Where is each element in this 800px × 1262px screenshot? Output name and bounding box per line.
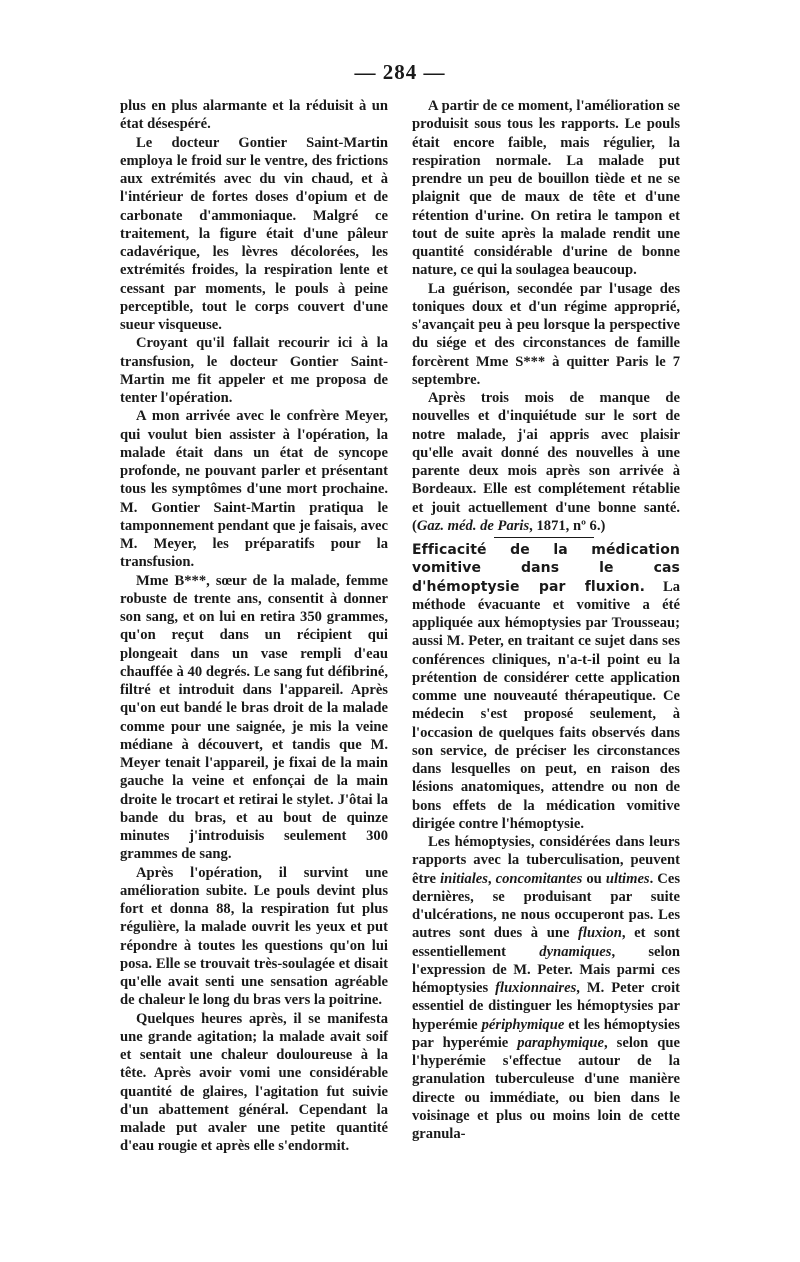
paragraph: Croyant qu'il fallait recourir ici à la transfusion, le docteur Gontier Saint-Martin me fit appeler et me proposa de tenter l'opération. <box>120 335 388 406</box>
paragraph <box>412 833 680 1143</box>
italic-term: fluxion <box>578 925 622 942</box>
section-paragraph <box>412 541 680 833</box>
citation-ref: , 1871, nº 6.) <box>529 517 606 534</box>
italic-term: dynamiques <box>539 943 612 960</box>
paragraph: Le docteur Gontier Saint-Martin employa le froid sur le ventre, des frictions aux extrémités avec du vin chaud, et à l'intérieur de fortes doses d'opium et de carbonate d'ammoniaque. Malgré ce traitement, la figure était d'une pâleur cadavérique, les lèvres décolorées, les extrémités froides, la respiration lente et cessant par moments, le pouls à peine perceptible, tout le corps couvert d'une sueur visqueuse. <box>120 134 388 333</box>
paragraph: A partir de ce moment, l'amélioration se produisit sous tous les rapports. Le pouls était encore faible, mais régulier, la respiration normale. La malade put prendre un peu de bouillon tiède et ne se plaignit que de maux de tête et d'une rétention d'urine. On retira le tampon et tout de suite après la malade rendit une quantité considérable d'urine de bonne nature, ce qui la soulagea beaucoup. <box>412 98 680 279</box>
paragraph <box>412 389 680 535</box>
text-run: ou <box>582 870 606 887</box>
section-heading: Efficacité de la médication vomitive dans le cas d'hémoptysie par fluxion. <box>412 542 680 595</box>
italic-term: ultimes <box>605 870 650 887</box>
text-run: . Ces dernières, se produisant par suite d'ulcérations, ne nous occuperont pas. Les autres sont dues à une <box>412 870 680 942</box>
text-run: , <box>487 870 496 887</box>
paragraph: Mme B***, sœur de la malade, femme robuste de trente ans, consentit à donner son sang, et on lui en retira 350 grammes, qu'on reçut dans un récipient qui plongeait dans un vase rempli d'eau chauffée à 40 degrés. Le sang fut défibriné, filtré et introduit dans l'appareil. Après qu'on eut bandé le bras droit de la malade comme pour une saignée, je mis la veine médiane à découvert, et tandis que M. Meyer tenait l'appareil, je fixai de la main gauche la veine et enfonçai de la main droite le trocart et retirai le stylet. J'ôtai la bande du bras, et au bout de quinze minutes j'introduisis seulement 300 grammes de sang. <box>120 572 388 863</box>
text-run: Les hémoptysies, considérées dans leurs rapports avec la tuberculisation, peuvent être <box>412 834 680 887</box>
paragraph-text: Après trois mois de manque de nouvelles et d'inquiétude sur le sort de notre malade, j'ai appris avec plaisir qu'elle avait donné des nouvelles à une parente deux mois après son arrivée à Bordeaux. Elle est complétement rétablie et jouit actuellement d'une bonne santé. ( <box>412 390 680 534</box>
section-divider <box>494 537 594 538</box>
paragraph: Après l'opération, il survint une amélioration subite. Le pouls devint plus fort et donna 88, la respiration fut plus régulière, la malade ouvrit les yeux et put répondre à toutes les questions qu'on lui posa. Elle se trouvait très-soulagée et disait qu'elle avait senti une sensation agréable de chaleur le long du bras vers la poitrine. <box>120 864 388 1009</box>
source-citation: Gaz. méd. de Paris <box>416 517 530 534</box>
paragraph: Quelques heures après, il se manifesta une grande agitation; la malade avait soif et sentait une chaleur douloureuse à la tête. Après avoir vomi une considérable quantité de glaires, l'agitation fut suivie d'un abattement général. Cependant la malade put avaler une petite quantité d'eau rougie et après elle s'endormit. <box>120 1010 388 1155</box>
text-run: , et sont essentiellement <box>412 925 680 960</box>
page-number: — 284 — <box>354 60 446 84</box>
text-run: , M. Peter croit essentiel de distinguer les hémoptysies par hyperémie <box>412 980 680 1033</box>
italic-term: fluxionnaires <box>495 980 577 996</box>
text-run: et les hémoptysies par hyperémie <box>412 1016 680 1051</box>
italic-term: paraphymique <box>517 1034 605 1051</box>
text-run: , selon l'expression de M. Peter. Mais parmi ces hémoptysies <box>412 943 681 996</box>
italic-term: périphymique <box>481 1016 565 1033</box>
italic-term: initiales <box>440 870 488 887</box>
paragraph: plus en plus alarmante et la réduisit à un état désespéré. <box>120 98 388 133</box>
right-column <box>412 97 680 1143</box>
paragraph: A mon arrivée avec le confrère Meyer, qui voulut bien assister à l'opération, la malade était dans un état de syncope profonde, ne pouvant parler et présentant tous les symptômes d'une mort prochaine. M. Gontier Saint-Martin pratiqua le tamponnement pendant que je faisais, avec M. Meyer, les préparatifs pour la transfusion. <box>120 408 388 571</box>
paragraph: La guérison, secondée par l'usage des toniques doux et d'un régime approprié, s'avançait peu à peu lorsque la perspective du siége et des circonstances de famille forcèrent Mme S*** à quitter Paris le 7 septembre. <box>412 280 680 388</box>
italic-term: concomitantes <box>495 870 583 887</box>
text-run: , selon que l'hyperémie s'effectue autour de la granulation tuberculeuse d'une manière directe ou immédiate, ou bien dans le voisinage et plus ou moins loin de cette granula- <box>412 1034 680 1142</box>
left-column <box>120 97 388 1156</box>
paragraph-text: La méthode évacuante et vomitive a été appliquée aux hémoptysies par Trousseau; aussi M. Peter, en traitant ce sujet dans ses conférences cliniques, n'a-t-il point eu la prétention de considérer cette application comme une nouveauté thérapeutique. Ce médecin s'est proposé seulement, à l'occasion de quelques faits observés dans son service, de préciser les circonstances dans lesquelles on peut, en raison des lésions anatomiques, attendre ou non de bons effets de la médication vomitive dirigée contre l'hémoptysie. <box>412 578 680 832</box>
